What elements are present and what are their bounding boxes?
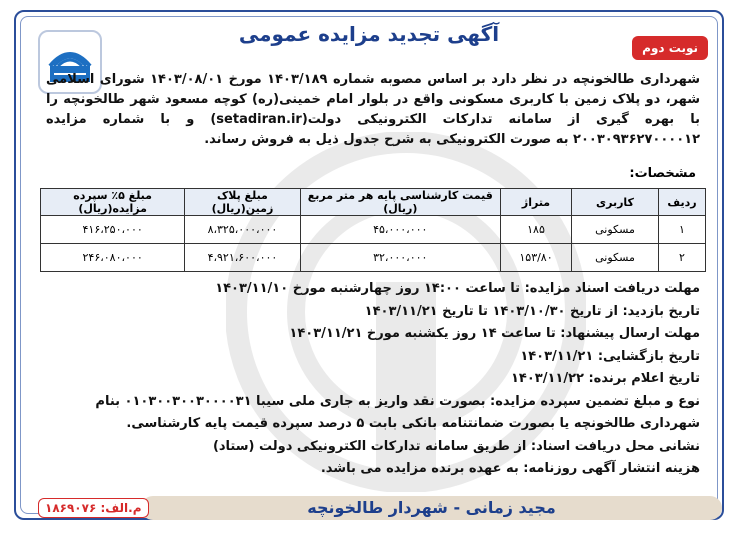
col-row-number: ردیف (659, 189, 706, 216)
table-row (41, 216, 706, 244)
detail-doc-deadline: مهلت دریافت اسناد مزایده: تا ساعت ۱۴:۰۰ روز چهارشنبه مورخ ۱۴۰۳/۱۱/۱۰ (215, 281, 700, 296)
table-row (41, 244, 706, 272)
cell-row-number: ۲ (659, 244, 706, 272)
round-badge: نوبت دوم (632, 36, 708, 60)
signature-footer: مجید زمانی - شهردار طالخونچه (141, 496, 722, 520)
auction-details (42, 278, 700, 481)
detail-doc-address: نشانی محل دریافت اسناد: از طریق سامانه تدارکات الکترونیکی دولت (ستاد) (212, 438, 700, 454)
cell-area: ۱۸۵ (501, 216, 572, 244)
detail-offer-deadline: مهلت ارسال پیشنهاد: تا ساعت ۱۴ روز یکشنبه مورخ ۱۴۰۳/۱۱/۲۱ (289, 326, 700, 341)
col-area: متراژ (501, 189, 572, 216)
detail-opening-date: تاریخ بازگشایی: ۱۴۰۳/۱۱/۲۱ (520, 348, 700, 364)
intro-paragraph: شهرداری طالخونچه در نظر دارد بر اساس مصوبه شماره ۱۴۰۳/۱۸۹ مورخ ۱۴۰۳/۰۸/۰۱ شورای اسلامی شهر، دو پلاک زمین با کاربری مسکونی واقع در بلوار امام خمینی(ره) کوچه مسعود شهر طالخونچه را با بهره گیری از سامانه تدارکات الکترونیکی دولت(setadiran.ir) و با شماره مزایده ۲۰۰۳۰۹۳۶۲۷۰۰۰۰۱۲ به صورت الکترونیکی به شرح جدول ذیل به فروش رساند. (46, 72, 700, 147)
col-usage: کاربری (572, 189, 659, 216)
cell-deposit: ۲۴۶،۰۸۰،۰۰۰ (41, 244, 185, 272)
cell-usage: مسکونی (572, 216, 659, 244)
ad-title: آگهی تجدید مزایده عمومی (238, 22, 500, 46)
col-deposit: مبلغ ۵٪ سپرده مزایده(ریال) (41, 189, 185, 216)
cell-area: ۱۵۳/۸۰ (501, 244, 572, 272)
col-plot-price: مبلغ پلاک زمین(ریال) (185, 189, 300, 216)
cell-row-number: ۱ (659, 216, 706, 244)
detail-winner-date: تاریخ اعلام برنده: ۱۴۰۳/۱۱/۲۲ (510, 371, 700, 386)
detail-visit-dates: تاریخ بازدید: از تاریخ ۱۴۰۳/۱۰/۳۰ تا تاریخ ۱۴۰۳/۱۱/۲۱ (364, 303, 700, 319)
specs-label: مشخصات: (629, 166, 696, 181)
detail-ad-cost: هزینه انتشار آگهی روزنامه: به عهده برنده مزایده می باشد. (320, 461, 700, 476)
cell-plot-price: ۸،۳۲۵،۰۰۰،۰۰۰ (185, 216, 300, 244)
detail-deposit-guarantee: نوع و مبلغ تضمین سپرده مزایده: بصورت نقد واریز به جاری ملی سیبا ۰۱۰۳۰۰۳۰۰۳۰۰۰۰۳۱ بنام شهرداری طالخونچه یا بصورت ضمانتنامه بانکی بابت ۵ درصد سپرده قیمت پایه کارشناسی. (95, 393, 700, 431)
table-header-row (41, 189, 706, 216)
ad-frame (14, 10, 724, 520)
cell-deposit: ۴۱۶،۲۵۰،۰۰۰ (41, 216, 185, 244)
cell-base-price: ۴۵،۰۰۰،۰۰۰ (300, 216, 500, 244)
cell-plot-price: ۴،۹۲۱،۶۰۰،۰۰۰ (185, 244, 300, 272)
publication-code-badge: م.الف: ۱۸۶۹۰۷۶ (38, 498, 149, 518)
col-base-price: قیمت کارشناسی پایه هر متر مربع (ریال) (300, 189, 500, 216)
auction-table (40, 188, 706, 272)
cell-usage: مسکونی (572, 244, 659, 272)
cell-base-price: ۳۲،۰۰۰،۰۰۰ (300, 244, 500, 272)
